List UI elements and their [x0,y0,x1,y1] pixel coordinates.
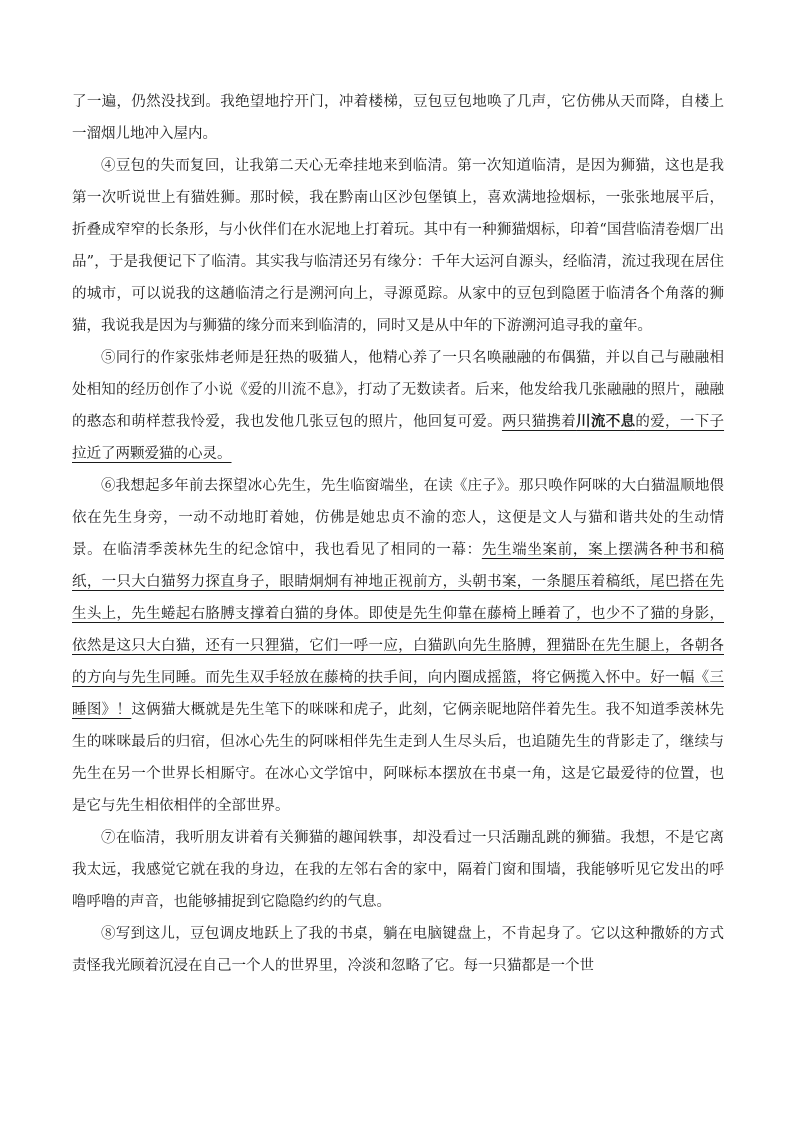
document-page [72,86,724,982]
text-segment: ⑥我想起多年前去探望冰心先生，先生临窗端坐，在读《庄子》。那只唤作阿咪的大白猫温顺地偎依在先生身旁，一动不动地盯着她，仿佛是她忠贞不渝的恋人，这便是文人与猫和谐共处的生动情景。在临清季羡林先生的纪念馆中，我也看见了相同的一幕： [72,478,724,558]
text-segment: ⑧写到这儿，豆包调皮地跃上了我的书桌，躺在电脑键盘上，不肯起身了。它以这种撒娇的方式责怪我光顾着沉浸在自己一个人的世界里，冷淡和忽略了它。每一只猫都是一个世 [72,926,724,974]
underlined-passage: 先生端坐案前，案上摆满各种书和稿纸，一只大白猫努力探直身子，眼睛炯炯有神地正视前方，头朝书案，一条腿压着稿纸，尾巴搭在先生头上，先生蜷起右胳膊支撑着白猫的身体。即使是先生仰靠在藤椅上睡着了，也少不了猫的身影，依然是这只大白猫，还有一只狸猫，它们一呼一应，白猫趴向先生胳膊，狸猫卧在先生腿上，各朝各的方向与先生同睡。而先生双手轻放在藤椅的扶手间，向内圈成摇篮，将它俩揽入怀中。好一幅《三睡图》！ [72,542,725,718]
text-segment: 了一遍，仍然没找到。我绝望地拧开门，冲着楼梯，豆包豆包地唤了几声，它仿佛从天而降，自楼上一溜烟儿地冲入屋内。 [72,94,724,142]
underlined-sentence-end: 的爱，一下子拉近了两颗爱猫的心灵。 [72,414,725,462]
text-segment: ⑤同行的作家张炜老师是狂热的吸猫人，他精心养了一只名唤融融的布偶猫，并以自己与融融相处相知的经历创作了小说《爱的川流不息》，打动了无数读者。后来，他发给我几张融融的照片，融融的憨态和萌样惹我怜爱，我也发他几张豆包的照片，他回复可爱。 [72,350,724,430]
text-segment: ⑦在临清，我听朋友讲着有关狮猫的趣闻轶事，却没看过一只活蹦乱跳的狮猫。我想，不是它离我太远，我感觉它就在我的身边，在我的左邻右舍的家中，隔着门窗和围墙，我能够听见它发出的呼噜呼噜的声音，也能够捕捉到它隐隐约约的气息。 [72,830,724,910]
underlined-sentence: 两只猫携着 [501,414,577,430]
paragraph-5 [72,342,724,470]
paragraph-6 [72,470,724,822]
text-segment: 这俩猫大概就是先生笔下的咪咪和虎子，此刻，它俩亲昵地陪伴着先生。我不知道季羡林先生的咪咪最后的归宿，但冰心先生的阿咪相伴先生走到人生尽头后，也追随先生的背影走了，继续与先生在另一个世界长相厮守。在冰心文学馆中，阿咪标本摆放在书桌一角，这是它最爱待的位置，也是它与先生相依相伴的全部世界。 [72,702,725,814]
bold-keyword: 川流不息 [576,413,636,430]
text-segment: ④豆包的失而复回，让我第二天心无牵挂地来到临清。第一次知道临清，是因为狮猫，这也是我第一次听说世上有猫姓狮。那时候，我在黔南山区沙包堡镇上，喜欢满地捡烟标，一张张地展平后，折叠成窄窄的长条形，与小伙伴们在水泥地上打着玩。其中有一种狮猫烟标，印着“国营临清卷烟厂出品”，于是我便记下了临清。其实我与临清还另有缘分：千年大运河自源头，经临清，流过我现在居住的城市，可以说我的这趟临清之行是溯河向上，寻源觅踪。从家中的豆包到隐匿于临清各个角落的狮猫，我说我是因为与狮猫的缘分而来到临清的，同时又是从中年的下游溯河追寻我的童年。 [72,158,724,334]
paragraph-8 [72,918,724,982]
paragraph-continued [72,86,724,150]
paragraph-4 [72,150,724,342]
paragraph-7 [72,822,724,918]
